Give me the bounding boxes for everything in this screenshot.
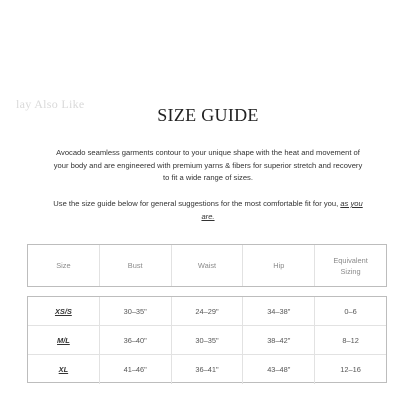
- size-cell[interactable]: [28, 355, 100, 384]
- table-row: [28, 326, 386, 355]
- header-hip: Hip: [243, 245, 315, 286]
- page-title: SIZE GUIDE: [157, 105, 259, 125]
- header-equivalent-sizing: [315, 245, 386, 286]
- equivalent-cell: 12–16: [340, 365, 361, 374]
- size-table-header: [27, 244, 387, 287]
- size-link[interactable]: XL: [58, 365, 69, 374]
- table-row: [28, 355, 386, 384]
- bust-cell: 36–40": [100, 326, 172, 354]
- header-bust: Bust: [100, 245, 172, 286]
- equivalent-cell: 0–6: [344, 306, 357, 316]
- size-cell[interactable]: [28, 297, 100, 325]
- hip-cell: 34–38": [243, 297, 315, 325]
- usage-text: Use the size guide below for general suggestions for the most comfortable fit for you,: [53, 199, 341, 208]
- size-link[interactable]: M/L: [57, 335, 70, 345]
- waist-cell: 24–29": [172, 297, 244, 325]
- header-equivalent-sizing-label: Equivalent Sizing: [333, 255, 368, 276]
- intro-paragraph: Avocado seamless garments contour to your unique shape with the heat and movement of your body and are engineered with premium yarns & fibers for superior stretch and recovery to fit a wide range of sizes.: [53, 148, 363, 182]
- size-table-body: [27, 296, 387, 383]
- table-row: [28, 297, 386, 326]
- size-cell[interactable]: [28, 326, 100, 354]
- usage-paragraph: [46, 198, 370, 223]
- background-section-heading: lay Also Like: [16, 97, 85, 111]
- size-link[interactable]: XS/S: [54, 306, 72, 316]
- header-size: Size: [28, 245, 100, 286]
- hip-cell: 43–48": [243, 355, 315, 384]
- header-row: [28, 245, 386, 286]
- as-you-are-link[interactable]: as you are.: [201, 199, 363, 221]
- hip-cell: 38–42": [243, 326, 315, 354]
- waist-cell: 30–35": [172, 326, 244, 354]
- waist-cell: 36–41": [172, 355, 244, 384]
- bust-cell: 41–46": [100, 355, 172, 384]
- equivalent-cell: 8–12: [342, 335, 359, 345]
- header-waist: Waist: [172, 245, 244, 286]
- bust-cell: 30–35": [100, 297, 172, 325]
